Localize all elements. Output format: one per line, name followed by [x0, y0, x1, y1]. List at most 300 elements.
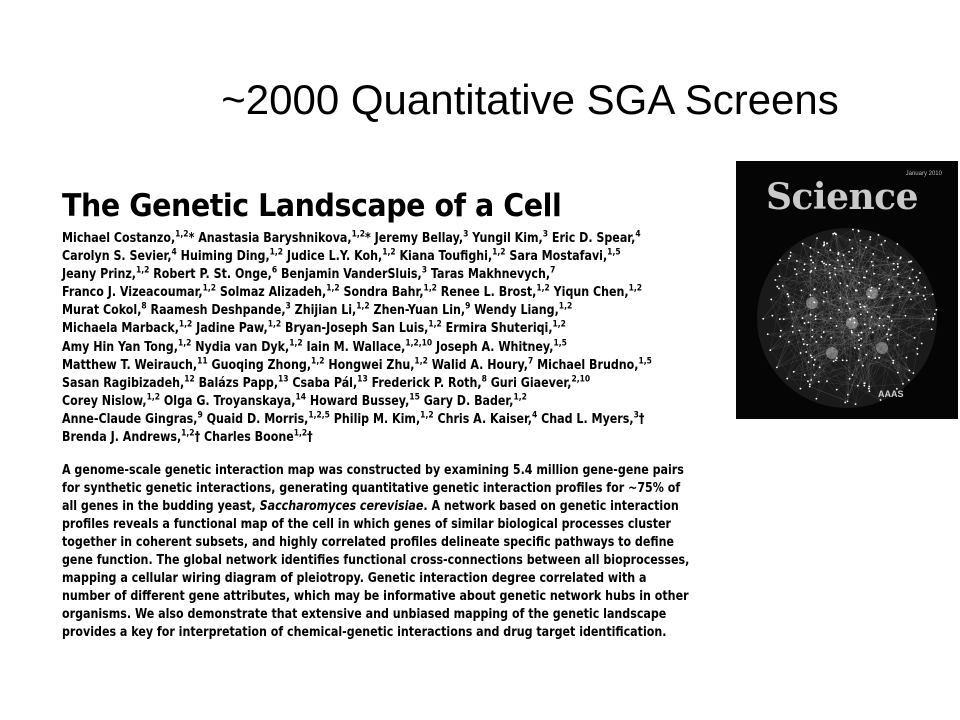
- text-run: Nydia van Dyk,: [191, 339, 290, 355]
- network-node: [803, 343, 805, 345]
- text-run: . A network based on genetic interaction: [423, 499, 679, 515]
- network-node: [776, 286, 778, 288]
- network-node: [868, 386, 870, 388]
- network-node: [851, 330, 853, 332]
- network-node: [852, 374, 854, 376]
- network-node: [902, 286, 904, 288]
- network-node: [842, 359, 844, 361]
- affiliation-superscript: 13: [278, 374, 289, 385]
- text-run: Bryan-Joseph San Luis,: [281, 321, 429, 337]
- affiliation-superscript: 15: [409, 392, 420, 403]
- network-node: [816, 237, 818, 239]
- text-run: Michael Brudno,: [533, 357, 639, 373]
- text-run: Ermira Shuteriqi,: [441, 321, 553, 337]
- author-line: [62, 393, 684, 411]
- text-run: Murat Cokol,: [62, 303, 142, 319]
- author-line: [62, 320, 684, 338]
- affiliation-superscript: 3: [285, 301, 291, 312]
- network-node: [836, 357, 838, 359]
- network-node: [812, 262, 814, 264]
- network-node: [887, 257, 889, 259]
- network-node: [887, 315, 889, 317]
- text-run: for synthetic genetic interactions, generating quantitative genetic interaction profiles for ~75% of: [62, 481, 681, 497]
- network-node: [893, 263, 895, 265]
- network-node: [878, 325, 880, 327]
- text-run: Sara Mostafavi,: [505, 249, 608, 265]
- network-node: [818, 381, 820, 383]
- network-node: [910, 260, 912, 262]
- network-node: [864, 382, 866, 384]
- affiliation-superscript: 1,2: [382, 247, 396, 258]
- network-node: [896, 243, 898, 245]
- network-globe-graphic: [752, 223, 942, 413]
- article-excerpt: [62, 186, 690, 642]
- network-node: [851, 332, 853, 334]
- affiliation-superscript: 1,2: [558, 301, 573, 312]
- abstract: [62, 462, 690, 642]
- network-node: [796, 273, 798, 275]
- text-run: Frederick P. Roth,: [367, 375, 482, 391]
- article-title: The Genetic Landscape of a Cell: [62, 188, 562, 224]
- network-node: [849, 308, 851, 310]
- network-node: [932, 317, 934, 319]
- affiliation-superscript: 8: [141, 301, 147, 312]
- network-node: [855, 403, 857, 405]
- abstract-line: [62, 588, 689, 606]
- network-node: [792, 325, 794, 327]
- affiliation-superscript: 7: [528, 356, 534, 367]
- text-run: Balázs Papp,: [194, 375, 279, 391]
- text-run: Sasan Ragibizadeh,: [62, 375, 185, 391]
- text-run: Matthew T. Weirauch,: [62, 357, 198, 373]
- affiliation-superscript: 1,2: [289, 338, 303, 349]
- network-node: [860, 240, 862, 242]
- abstract-line: [62, 462, 684, 480]
- network-node: [823, 301, 825, 303]
- text-run: * Jeremy Bellay,: [365, 231, 464, 246]
- text-run: Franco J. Vizeacoumar,: [62, 285, 203, 301]
- text-run: Iain M. Wallace,: [302, 339, 406, 355]
- network-node: [918, 279, 920, 281]
- network-node: [916, 348, 918, 350]
- text-run: Gary D. Bader,: [419, 393, 514, 409]
- author-line: [62, 248, 684, 266]
- network-node: [815, 341, 817, 343]
- network-node: [881, 297, 883, 299]
- network-node: [912, 282, 914, 284]
- network-node: [872, 331, 874, 333]
- affiliation-superscript: 1,2: [293, 428, 308, 439]
- network-node: [807, 380, 809, 382]
- network-node: [890, 334, 892, 336]
- text-run: Huiming Ding,: [176, 249, 270, 265]
- author-line: [62, 284, 684, 302]
- network-node: [891, 320, 893, 322]
- network-node: [863, 306, 865, 308]
- network-node: [858, 282, 860, 284]
- affiliation-superscript: 1,2: [146, 392, 161, 403]
- network-node: [871, 261, 873, 263]
- network-node: [905, 315, 907, 317]
- network-node: [873, 273, 875, 275]
- network-node: [789, 255, 791, 257]
- network-node: [809, 383, 811, 385]
- affiliation-superscript: 3: [542, 229, 549, 240]
- network-node: [866, 270, 868, 272]
- network-node: [825, 264, 827, 266]
- affiliation-superscript: 1,2: [311, 356, 325, 367]
- text-run: Corey Nislow,: [62, 393, 147, 409]
- cover-date: January 2010: [905, 171, 942, 177]
- text-run: Hongwei Zhu,: [324, 357, 415, 373]
- network-node: [791, 311, 793, 313]
- text-run: Saccharomyces cerevisiae: [259, 499, 424, 515]
- network-node: [871, 316, 873, 318]
- network-node: [793, 371, 795, 373]
- network-node: [912, 269, 914, 271]
- network-node: [802, 243, 804, 245]
- network-node: [924, 298, 926, 300]
- author-line: [62, 266, 684, 284]
- network-node: [815, 315, 817, 317]
- text-run: Olga G. Troyanskaya,: [160, 393, 296, 409]
- network-hub: [876, 342, 888, 354]
- network-node: [762, 318, 764, 320]
- text-run: profiles reveals a functional map of the cell in which genes of similar biological processes cluster: [62, 517, 671, 533]
- network-node: [821, 336, 823, 338]
- network-node: [801, 289, 803, 291]
- network-node: [879, 284, 881, 286]
- network-node: [872, 264, 874, 266]
- network-node: [869, 327, 871, 329]
- text-run: Sondra Bahr,: [339, 285, 424, 301]
- text-run: Csaba Pál,: [288, 375, 358, 391]
- text-run: Chad L. Myers,: [537, 411, 634, 427]
- abstract-line: [62, 624, 684, 642]
- network-node: [864, 324, 866, 326]
- network-node: [849, 270, 851, 272]
- network-node: [821, 261, 823, 263]
- network-node: [810, 314, 812, 316]
- affiliation-superscript: 1,2,10: [405, 338, 433, 349]
- network-node: [909, 369, 911, 371]
- science-cover-image: [736, 161, 958, 419]
- text-run: Zhijian Li,: [290, 303, 357, 319]
- network-node: [836, 325, 838, 327]
- network-node: [892, 304, 894, 306]
- text-run: Zhen-Yuan Lin,: [369, 303, 466, 319]
- network-node: [878, 288, 880, 290]
- network-node: [852, 229, 854, 231]
- network-node: [833, 361, 835, 363]
- network-node: [804, 263, 806, 265]
- affiliation-superscript: 1,2: [181, 428, 195, 439]
- network-node: [897, 372, 899, 374]
- network-node: [769, 349, 771, 351]
- network-node: [802, 338, 804, 340]
- network-node: [790, 252, 792, 254]
- network-node: [860, 345, 862, 347]
- affiliation-superscript: 9: [197, 410, 203, 421]
- network-node: [809, 271, 811, 273]
- network-node: [872, 253, 874, 255]
- network-node: [776, 366, 778, 368]
- network-node: [811, 336, 813, 338]
- network-node: [868, 390, 870, 392]
- author-line: [62, 357, 684, 375]
- network-node: [917, 353, 919, 355]
- network-node: [892, 362, 894, 364]
- text-run: together in coherent subsets, and highly correlated profiles delineate specific pathways to define: [62, 535, 674, 551]
- text-run: Quaid D. Morris,: [202, 411, 309, 427]
- network-node: [860, 313, 862, 315]
- network-node: [932, 293, 934, 295]
- network-node: [859, 303, 861, 305]
- network-node: [897, 266, 899, 268]
- network-node: [849, 263, 851, 265]
- network-node: [809, 294, 811, 296]
- network-node: [874, 357, 876, 359]
- network-node: [800, 352, 802, 354]
- text-run: mapping a cellular wiring diagram of pleiotropy. Genetic interaction degree correlated with a: [62, 571, 647, 587]
- network-node: [908, 261, 910, 263]
- network-node: [814, 374, 816, 376]
- network-node: [883, 325, 885, 327]
- network-node: [837, 259, 839, 261]
- network-node: [847, 400, 849, 402]
- author-line: [62, 230, 684, 248]
- network-node: [849, 378, 851, 380]
- affiliation-superscript: 1,2: [326, 283, 340, 294]
- network-node: [779, 336, 781, 338]
- text-run: Benjamin VanderSluis,: [277, 267, 422, 283]
- network-node: [858, 230, 860, 232]
- text-run: provides a key for interpretation of chemical-genetic interactions and drug target identification.: [62, 625, 667, 641]
- network-node: [823, 292, 825, 294]
- network-node: [892, 360, 894, 362]
- affiliation-superscript: 4: [171, 247, 177, 258]
- network-node: [869, 239, 871, 241]
- network-node: [881, 244, 883, 246]
- text-run: Kiana Toufighi,: [395, 249, 493, 265]
- network-node: [807, 321, 809, 323]
- text-run: Renee L. Brost,: [436, 285, 537, 301]
- affiliation-superscript: 11: [197, 356, 208, 367]
- abstract-line: [62, 480, 684, 498]
- network-node: [887, 339, 889, 341]
- affiliation-superscript: 1,2: [202, 283, 217, 294]
- network-node: [792, 302, 794, 304]
- network-node: [779, 275, 781, 277]
- network-node: [817, 251, 819, 253]
- network-node: [843, 254, 845, 256]
- network-node: [779, 259, 781, 261]
- network-node: [860, 306, 862, 308]
- network-node: [897, 263, 899, 265]
- network-node: [849, 239, 851, 241]
- network-node: [823, 243, 825, 245]
- affiliation-superscript: 13: [357, 374, 368, 385]
- text-run: gene function. The global network identifies functional cross-connections between all bioprocesses,: [62, 553, 690, 569]
- network-node: [847, 394, 849, 396]
- affiliation-superscript: 3: [421, 265, 427, 276]
- network-node: [897, 283, 899, 285]
- text-run: Yungil Kim,: [468, 231, 543, 246]
- network-node: [813, 364, 815, 366]
- affiliation-superscript: 1,2: [351, 229, 366, 240]
- abstract-line: [62, 534, 684, 552]
- network-node: [839, 297, 841, 299]
- network-node: [788, 304, 790, 306]
- abstract-line: [62, 516, 684, 534]
- text-run: Anne-Claude Gingras,: [62, 411, 198, 427]
- network-node: [788, 258, 790, 260]
- network-node: [792, 331, 794, 333]
- network-node: [928, 318, 930, 320]
- network-node: [910, 299, 912, 301]
- text-run: Guri Giaever,: [486, 375, 572, 391]
- network-node: [823, 262, 825, 264]
- network-node: [823, 241, 825, 243]
- text-run: Guoqing Zhong,: [207, 357, 312, 373]
- affiliation-superscript: 1,2: [423, 283, 437, 294]
- network-node: [839, 282, 841, 284]
- author-list: [62, 230, 684, 447]
- network-hub: [826, 347, 838, 359]
- network-node: [826, 291, 828, 293]
- affiliation-superscript: 1,2: [356, 301, 370, 312]
- network-node: [837, 253, 839, 255]
- network-node: [878, 357, 880, 359]
- text-run: A genome-scale genetic interaction map was constructed by examining 5.4 million gene-gene pairs: [62, 463, 684, 479]
- network-node: [834, 274, 836, 276]
- network-node: [829, 277, 831, 279]
- text-run: Taras Makhnevych,: [426, 267, 551, 283]
- author-line: [62, 375, 684, 393]
- network-node: [814, 267, 816, 269]
- network-node: [838, 309, 840, 311]
- network-node: [805, 351, 807, 353]
- network-node: [860, 338, 862, 340]
- text-run: †: [307, 430, 313, 446]
- network-node: [810, 379, 812, 381]
- network-node: [880, 399, 882, 401]
- network-node: [931, 328, 933, 330]
- affiliation-superscript: 1,5: [638, 356, 652, 367]
- network-node: [836, 389, 838, 391]
- affiliation-superscript: 8: [481, 374, 487, 385]
- affiliation-superscript: 1,2: [267, 320, 282, 331]
- network-node: [914, 337, 916, 339]
- network-node: [868, 388, 870, 390]
- text-run: organisms. We also demonstrate that extensive and unbiased mapping of the genetic landscape: [62, 607, 667, 623]
- network-node: [810, 259, 812, 261]
- network-node: [777, 263, 779, 265]
- network-node: [815, 318, 817, 320]
- network-node: [806, 344, 808, 346]
- network-hub: [846, 317, 858, 329]
- network-node: [923, 295, 925, 297]
- network-node: [802, 317, 804, 319]
- publisher-label: AAAS: [878, 389, 904, 399]
- abstract-line: [62, 570, 684, 588]
- network-node: [829, 264, 831, 266]
- network-node: [856, 290, 858, 292]
- network-node: [888, 329, 890, 331]
- slide-title: ~2000 Quantitative SGA Screens: [221, 76, 839, 123]
- text-run: †: [638, 411, 645, 427]
- network-node: [908, 379, 910, 381]
- abstract-line: [62, 606, 684, 624]
- network-node: [803, 269, 805, 271]
- network-node: [917, 293, 919, 295]
- affiliation-superscript: 1,2: [536, 283, 550, 294]
- network-node: [884, 240, 886, 242]
- network-node: [852, 267, 854, 269]
- network-node: [858, 359, 860, 361]
- network-node: [774, 279, 776, 281]
- affiliation-superscript: 1,2: [552, 320, 566, 331]
- text-run: Philip M. Kim,: [329, 411, 421, 427]
- network-node: [814, 359, 816, 361]
- network-node: [829, 272, 831, 274]
- text-run: * Anastasia Baryshnikova,: [188, 231, 352, 246]
- affiliation-superscript: 3: [463, 229, 469, 240]
- text-run: Jadine Paw,: [192, 321, 268, 337]
- network-node: [902, 383, 904, 385]
- network-node: [899, 296, 901, 298]
- network-node: [862, 365, 864, 367]
- network-node: [919, 272, 921, 274]
- network-node: [934, 313, 936, 315]
- author-line: [62, 302, 684, 320]
- network-node: [863, 385, 865, 387]
- affiliation-superscript: 1,2,5: [308, 410, 330, 421]
- text-run: Raamesh Deshpande,: [146, 303, 286, 319]
- network-node: [788, 296, 790, 298]
- text-run: Joseph A. Whitney,: [432, 339, 554, 355]
- network-node: [794, 268, 796, 270]
- affiliation-superscript: 1,2: [178, 320, 193, 331]
- network-node: [767, 333, 769, 335]
- text-run: † Charles Boone: [194, 430, 294, 446]
- network-node: [846, 360, 848, 362]
- text-run: Judice L.Y. Koh,: [283, 249, 383, 265]
- text-run: Chris A. Kaiser,: [433, 411, 533, 427]
- network-hub: [866, 287, 878, 299]
- affiliation-superscript: 1,2: [420, 410, 434, 421]
- network-node: [921, 343, 923, 345]
- affiliation-superscript: 9: [465, 301, 471, 312]
- network-node: [897, 344, 899, 346]
- network-node: [809, 386, 811, 388]
- network-node: [819, 366, 821, 368]
- network-node: [787, 293, 789, 295]
- author-line: [62, 411, 684, 429]
- text-run: Howard Bussey,: [306, 393, 410, 409]
- network-node: [783, 318, 785, 320]
- network-node: [786, 378, 788, 380]
- network-node: [804, 322, 806, 324]
- text-run: all genes in the budding yeast,: [62, 499, 260, 515]
- network-node: [878, 234, 880, 236]
- network-node: [814, 288, 816, 290]
- network-node: [841, 265, 843, 267]
- affiliation-superscript: 1,5: [607, 247, 621, 258]
- network-node: [897, 273, 899, 275]
- network-node: [811, 357, 813, 359]
- affiliation-superscript: 1,2: [628, 283, 643, 294]
